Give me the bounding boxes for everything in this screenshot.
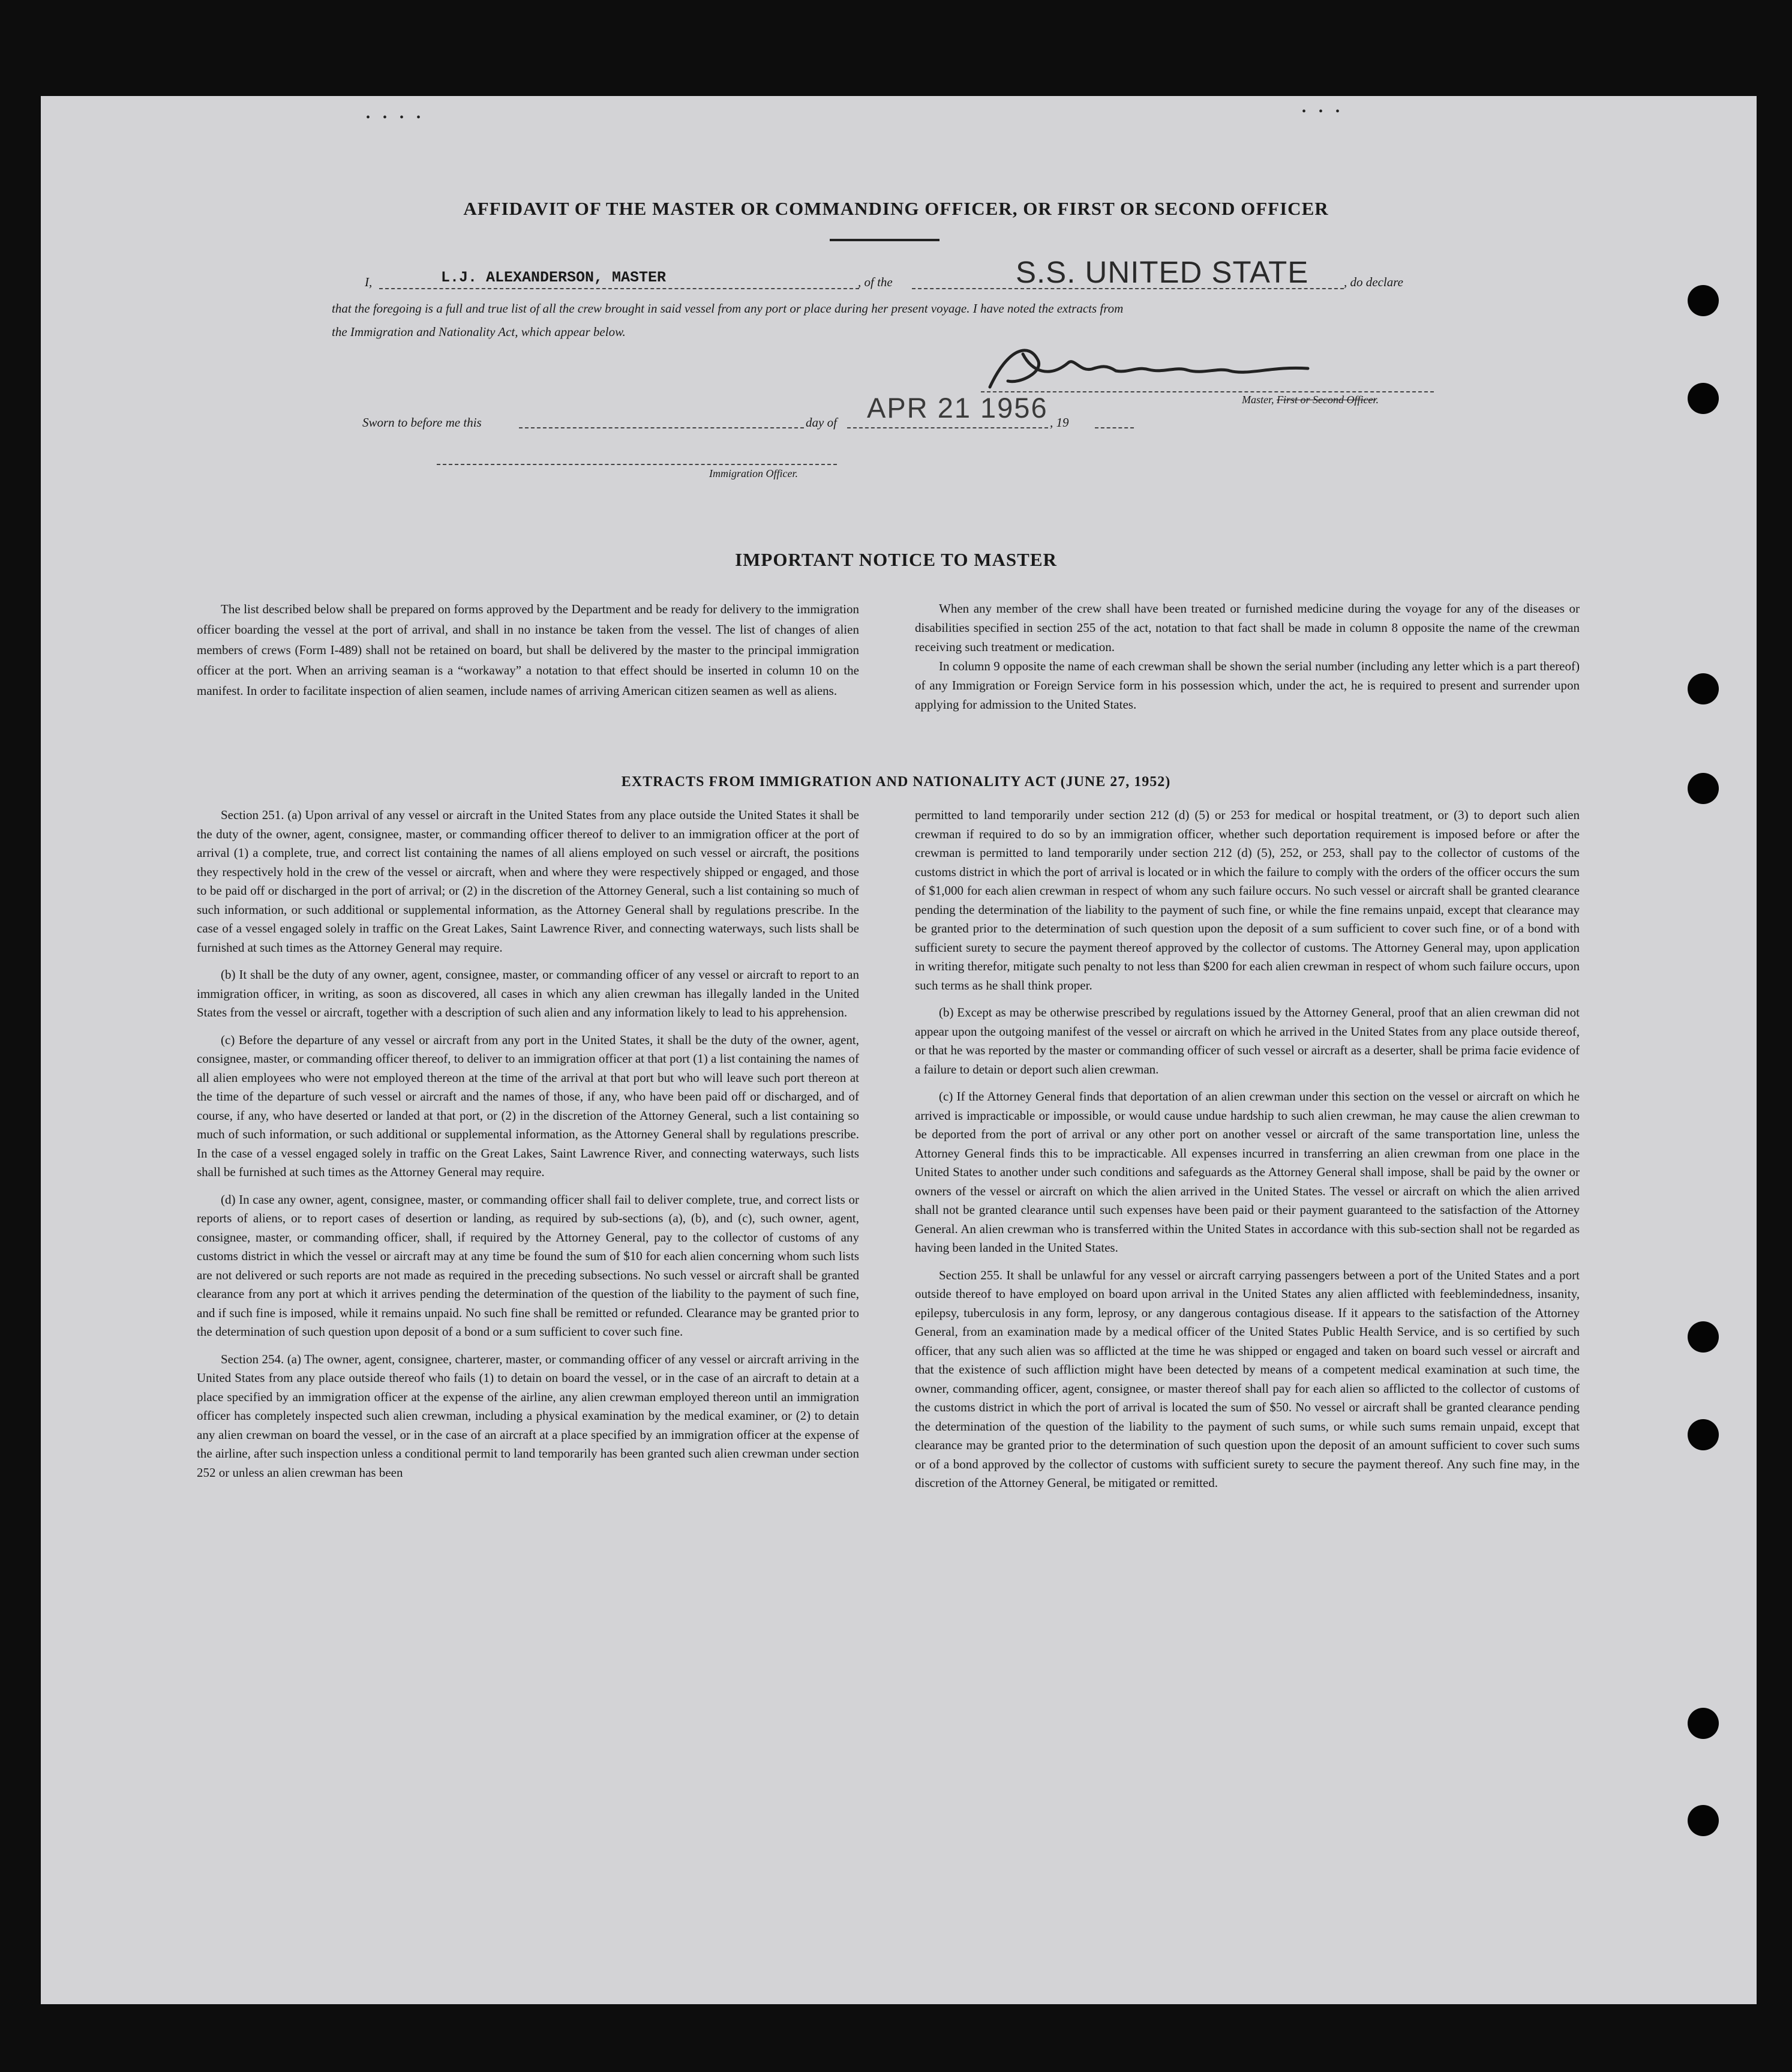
of-the-label: , of the bbox=[858, 275, 893, 289]
extracts-title: EXTRACTS FROM IMMIGRATION AND NATIONALITY ACT (JUNE 27, 1952) bbox=[621, 774, 1171, 790]
signature-line bbox=[981, 391, 1434, 392]
affidavit-title: AFFIDAVIT OF THE MASTER OR COMMANDING OFFICER, OR FIRST OR SECOND OFFICER bbox=[463, 198, 1329, 219]
sworn-label: Sworn to before me this bbox=[362, 415, 482, 430]
section-251c: (c) Before the departure of any vessel or aircraft from any port in the United States, it shall be the duty of the owner, agent, consignee, master, or commanding officer thereof, to deliver to an immigration officer at that port (1) a list containing the names of all alien employees who were not employed thereon at the time of the arrival at that port but who will leave such port thereon at the time of the departure of such vessel or aircraft and the names of those, if any, who have been paid off or discharged, and of course, if any, who have deserted or landed at that port, or (2) in the discretion of the Attorney General, such a list containing so much of such information, or such additional or supplemental information, as the Attorney General shall by regulations prescribe. In the case of a vessel engaged solely in traffic on the Great Lakes, Saint Lawrence River, and connecting waterways, such lists shall be furnished at such times as the Attorney General may require. bbox=[197, 1032, 859, 1179]
punch-hole bbox=[1688, 285, 1719, 316]
notice-left-paragraph: The list described below shall be prepared on forms approved by the Department and be ready for delivery to the immigration officer boarding the vessel at the port of arrival, and shall in no instance be taken from the vessel. The list of changes of alien members of crews (Form I-489) shall not be retained on board, but shall be delivered by the master to the principal immigration officer at the port. When an arriving seaman is a “workaway” a notation to that effect should be inserted in column 10 on the manifest. In order to facilitate inspection of alien seamen, include names of arriving American citizen seamen as well as aliens. bbox=[197, 602, 859, 698]
year-label: , 19 bbox=[1050, 415, 1069, 430]
punch-hole bbox=[1688, 1805, 1719, 1836]
i-label: I, bbox=[365, 275, 373, 289]
sworn-month-line bbox=[847, 427, 1048, 428]
section-255: Section 255. It shall be unlawful for any vessel or aircraft carrying passengers between a port of the United States and a port outside thereof to have employed on board upon arrival in the United States any alien afflicted with feeblemindedness, insanity, epilepsy, tuberculosis in any form, leprosy, or any dangerous contagious disease. If it appears to the satisfaction of the Attorney General, from an examination made by a medical officer of the United States Public Health Service, and is so certified by such officer, that any such alien was so afflicted at the time he was shipped or engaged and taken on board such vessel or aircraft and that the existence of such affliction might have been detected by means of a competent medical examination at such time, the owner, commanding officer, agent, consignee, or master thereof shall pay for each alien so afflicted to the collector of customs of the customs district in which the port of arrival is located the sum of $50. No vessel or aircraft shall be granted clearance pending the determination of the question of the liability to the payment of such sums, or while such sums remain unpaid, except that clearance may be granted prior to the determination of such question upon the deposit of an amount sufficient to cover such sums or of a bond approved by the collector of customs with sufficient surety to secure the payment thereof. Any such fine may, in the discretion of the Attorney General, be mitigated or remitted. bbox=[915, 1267, 1580, 1490]
section-254a: Section 254. (a) The owner, agent, consignee, charterer, master, or commanding officer of any vessel or aircraft arriving in the United States from any place outside thereof who fails (1) to detain on board the vessel, or in the case of an aircraft to detain at a place specified by an immigration officer at the expense of the airline, any alien crewman employed thereon until an immigration officer has completely inspected such alien crewman, including a physical examination by the medical examiner, or (2) to detain any alien crewman on board the vessel, or in the case of an aircraft at a place specified by an immigration officer at the expense of the airline, after such inspection unless a conditional permit to land temporarily has been granted such alien crewman under section 252 or unless an alien crewman has been bbox=[197, 1351, 859, 1480]
punch-hole bbox=[1688, 673, 1719, 704]
day-of-label: day of bbox=[806, 415, 837, 430]
punch-hole bbox=[1688, 383, 1719, 414]
notice-left-column bbox=[197, 599, 859, 701]
struck-officer-title: First or Second Officer bbox=[1277, 394, 1376, 406]
section-251b: (b) It shall be the duty of any owner, agent, consignee, master, or commanding officer of any vessel or aircraft to report to an immigration officer, in writing, as soon as discovered, all cases in which any alien crewman has illegally landed in the United States from the vessel or aircraft, together with a description of such alien and any information likely to lead to his apprehension. bbox=[197, 967, 859, 1019]
notice-title: IMPORTANT NOTICE TO MASTER bbox=[735, 549, 1057, 570]
print-specks: • • • bbox=[1302, 105, 1345, 118]
year-line bbox=[1095, 427, 1134, 428]
section-254b: (b) Except as may be otherwise prescribed by regulations issued by the Attorney General, proof that an alien crewman did not appear upon the outgoing manifest of the vessel or aircraft on which he arrived in the United States from any place outside thereof, or that he was reported by the master or commanding officer of such vessel or aircraft as a deserter, shall be prima facie evidence of a failure to detain or deport such alien crewman. bbox=[915, 1005, 1580, 1077]
notice-right-paragraph: In column 9 opposite the name of each crewman shall be shown the serial number (including any letter which is a part thereof) of any Immigration or Foreign Service form in his possession which, under the act, he is required to present and surrender upon applying for admission to the United States. bbox=[915, 659, 1580, 712]
extracts-left-column bbox=[197, 806, 859, 1491]
sworn-day-line bbox=[519, 427, 804, 428]
signature-caption bbox=[1242, 394, 1379, 406]
punch-hole bbox=[1688, 1708, 1719, 1739]
punch-hole bbox=[1688, 1321, 1719, 1353]
punch-hole bbox=[1688, 1419, 1719, 1450]
section-254a-continued: permitted to land temporarily under section 212 (d) (5) or 253 for medical or hospital treatment, or (3) to deport such alien crewman if required to do so by an immigration officer, whether such deportation requirement is imposed before or after the crewman is permitted to land temporarily under section 212 (d) (5), 252, or 253, shall pay to the collector of customs of the customs district in which the port of arrival is located or in which the failure to comply with the orders of the officer occurs the sum of $1,000 for each alien crewman in respect of whom any such failure occurs. No such vessel or aircraft shall be granted clearance pending the determination of the liability to the payment of such fine, or while the fine remains unpaid, except that clearance may be granted prior to the determination of such question upon the deposit of a sum sufficient to cover such fine, or of a bond with sufficient surety to secure the payment thereof approved by the collector of customs. The Attorney General may, upon application in writing therefor, mitigate such penalty to not less than $200 for each alien crewman in respect of whom such failure occurs, upon such terms as he shall think proper. bbox=[915, 808, 1580, 992]
date-stamp: APR 21 1956 bbox=[867, 392, 1048, 424]
extracts-right-column bbox=[915, 806, 1580, 1501]
declarant-name: L.J. ALEXANDERSON, MASTER bbox=[441, 269, 667, 286]
master-signature bbox=[972, 336, 1332, 396]
title-divider bbox=[830, 239, 939, 241]
do-declare-label: , do declare bbox=[1344, 275, 1403, 289]
print-specks: • • • • bbox=[366, 111, 426, 124]
officer-caption: Immigration Officer. bbox=[709, 467, 798, 479]
notice-right-paragraph: When any member of the crew shall have been treated or furnished medicine during the voyage for any of the diseases or disabilities specified in section 255 of the act, notation to that fact shall be made in column 8 opposite the name of the crewman receiving such treatment or medication. bbox=[915, 601, 1580, 654]
signature-caption-prefix: Master, bbox=[1242, 394, 1274, 406]
signature-caption-suffix: . bbox=[1376, 394, 1379, 406]
section-254c: (c) If the Attorney General finds that deportation of an alien crewman under this section on the vessel or aircraft on which he arrived is impracticable or impossible, or would cause undue hardship to such alien crewman, he may cause the alien crewman to be deported from the port of arrival or any other port on another vessel or aircraft of the same transportation line, unless the Attorney General finds this to be impracticable. All expenses incurred in transferring an alien crewman from one place in the United States to another under such conditions and safeguards as the Attorney General shall impose, shall be paid by the owner or owners of the vessel or aircraft on which the alien arrived in the United States. The vessel or aircraft on which the alien arrived shall not be granted clearance until such expenses have been paid or their payment guaranteed to the satisfaction of the Attorney General. An alien crewman who is transferred within the United States in accordance with this sub-section shall not be regarded as having been landed in the United States. bbox=[915, 1089, 1580, 1255]
section-251a: Section 251. (a) Upon arrival of any vessel or aircraft in the United States from any place outside the United States it shall be the duty of the owner, agent, consignee, master, or commanding officer thereof to deliver to an immigration officer at the port of arrival (1) a complete, true, and correct list containing the names of all aliens employed on such vessel or aircraft, the positions they respectively hold in the crew of the vessel or aircraft, when and where they were respectively shipped or engaged, and those to be paid off or discharged in the port of arrival; or (2) in the discretion of the Attorney General, such a list containing so much of such information, or such additional or supplemental information, as the Attorney General shall by regulations prescribe. In the case of a vessel engaged solely in traffic on the Great Lakes, Saint Lawrence River, and connecting waterways, such lists shall be furnished at such times as the Attorney General may require. bbox=[197, 808, 859, 955]
officer-signature-line bbox=[437, 464, 837, 465]
declaration-line-1: that the foregoing is a full and true list of all the crew brought in said vessel from any port or place during her present voyage. I have noted the extracts from bbox=[332, 301, 1124, 316]
declaration-line-2: the Immigration and Nationality Act, which appear below. bbox=[332, 325, 626, 339]
notice-right-column bbox=[915, 599, 1580, 714]
vessel-name: S.S. UNITED STATE bbox=[1016, 255, 1309, 289]
declarant-line bbox=[379, 288, 859, 289]
section-251d: (d) In case any owner, agent, consignee, master, or commanding officer shall fail to deliver complete, true, and correct lists or reports of aliens, or to report cases of desertion or landing, as required by sub-sections (a), (b), and (c), such owner, agent, consignee, master, or commanding officer, shall, if required by the Attorney General, pay to the collector of customs of any customs district in which the vessel or aircraft may at any time be found the sum of $10 for each alien concerning whom such lists are not delivered or such reports are not made as required in the preceding subsections. No such vessel or aircraft shall be granted clearance from any port at which it arrives pending the determination of the question of the liability to the payment of such fine, and if such fine is imposed, while it remains unpaid. No such fine shall be remitted or refunded. Clearance may be granted prior to the determination of such question upon deposit of a bond or a sum sufficient to cover such fine. bbox=[197, 1192, 859, 1339]
